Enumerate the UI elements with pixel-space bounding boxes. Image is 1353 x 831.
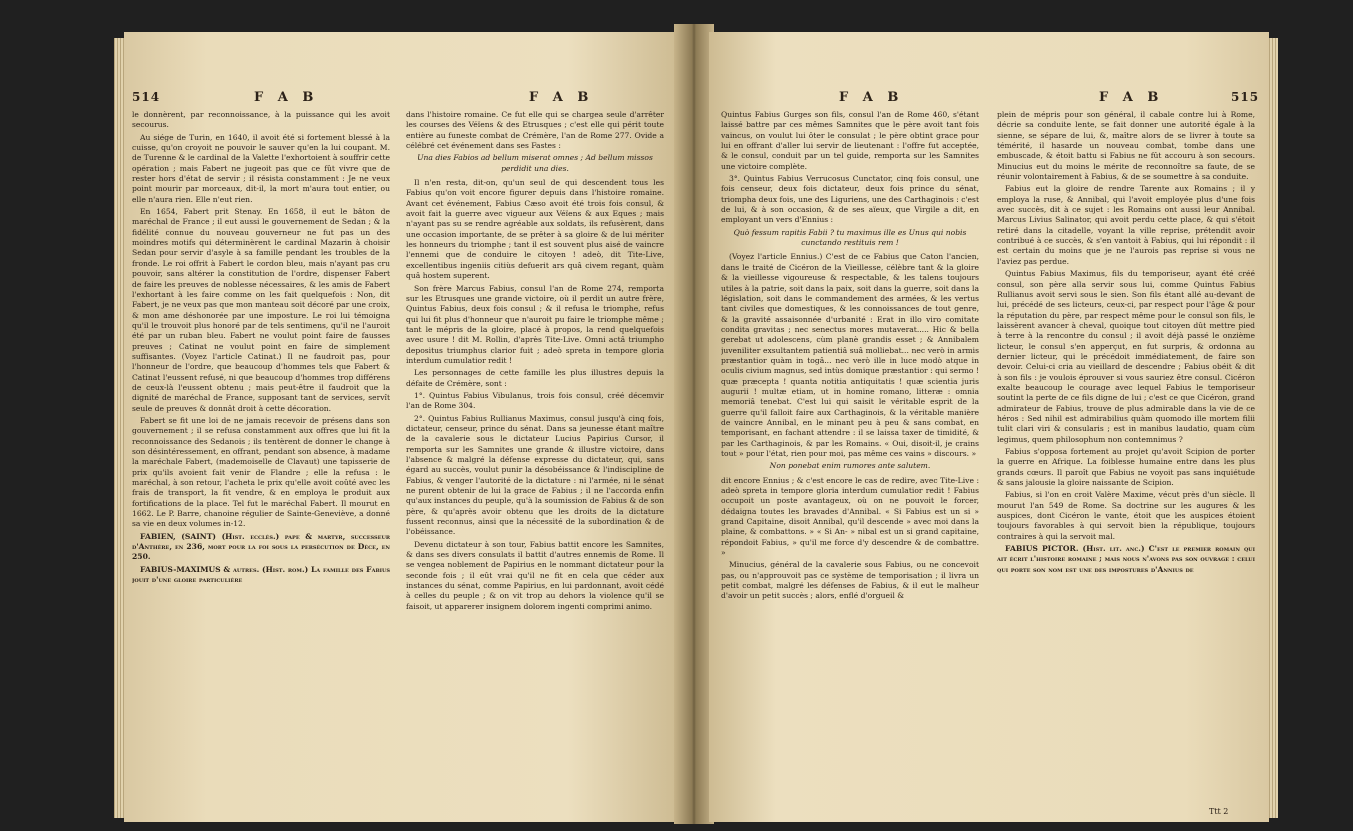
text-column-2: [406, 110, 664, 810]
paragraph: 3°. Quintus Fabius Verrucosus Cunctator, cinq fois consul, une fois censeur, deux fois dictateur, deux fois prince du sénat, triompha deux fois, une des Liguriens, une des Carthaginois : c'est de lui, & à son occasion, & de ses aïeux, que Virgile a dit, en employant un vers d'Ennius :: [721, 174, 979, 225]
paragraph: Fabius, si l'on en croit Valère Maxime, vécut près d'un siècle. Il mourut l'an 549 de Rome. Sa doctrine sur les augures & les auspices, dont Cicéron le vante, étoit que les auspices étoient toujours favorables à qui servoit bien la république, toujours contraires à qui la servoit mal.: [997, 490, 1255, 541]
paragraph: dit encore Ennius ; & c'est encore le cas de redire, avec Tite-Live : adeò spreta in tempore gloria interdum cumulatior redit ! Fabius occupoit un poste avantageux, où on ne pouvoit le forcer, dédaigna toutes les bravades d'Annibal. « Si Fabius est un si » grand Capitaine, disoit Annibal, qu'il descende » avec moi dans la plaine, & combattons. » « Si An- » nibal est un si grand capitaine, répondoit Fabius, » qu'il me force d'y descendre & de combattre. »: [721, 475, 979, 558]
signature-mark: Ttt 2: [1209, 807, 1229, 816]
verse-quote: Quò fessum rapitis Fabii ? tu maximus ille es Unus qui nobis cunctando restituis rem !: [733, 227, 967, 248]
page-number: 515: [1231, 90, 1260, 104]
entry-heading: FABIUS-MAXIMUS & autres. (Hist. rom.) La famille des Fabius jouit d'une gloire particulière: [132, 564, 390, 585]
book-spine: [674, 24, 714, 824]
entry-heading: FABIUS PICTOR. (Hist. lit. anc.) C'est le premier romain qui ait écrit l'histoire romaine ; mais nous n'avons pas son ouvrage : celui qui porte son nom est une des impostures d'Annius de: [997, 544, 1255, 574]
paragraph: Quintus Fabius Maximus, fils du temporiseur, ayant été créé consul, son père alla servir sous lui, comme Quintus Fabius Rullianus avoit servi sous le sien. Son fils étant allé au-devant de lui, précédé de ses licteurs, ceux-ci, par respect pour l'âge & pour la réputation du père, par respect même pour le consul son fils, le laissèrent avancer à cheval, quoique tout citoyen dût mettre pied à terre à la rencontre du consul ; il avoit déjà passé le onzième licteur, le consul s'en apperçut, en fut surpris, & ordonna au dernier licteur, qui le précédoit immédiatement, de faire son devoir. Celui-ci cria au vieillard de descendre ; Fabius obéit & dit à son fils : je voulois éprouver si vous sauriez être consul. Cicéron exalte beaucoup le courage avec lequel Fabius le temporiseur soutint la perte de ce fils digne de lui ; c'est ce que Cicéron, grand admirateur de Fabius, trouve de plus admirable dans la vie de ce héros : Sed nihil est admirabilius quàm quomodo ille mortem filii tulit clari viri & consularis ; est in manibus laudatio, quam cùm legimus, quem philosophum non contemnimus ?: [997, 269, 1255, 444]
paragraph: plein de mépris pour son général, il cabale contre lui à Rome, décrie sa conduite lente, se fait donner une autorité égale à la sienne, se sépare de lui, &, maître alors de se livrer à toute sa témérité, il hasarde un nouveau combat, tombe dans une embuscade, & étoit battu si Fabius ne fût accouru à son secours. Minucius eut du moins le mérite de reconnoître sa faute, de se réunir volontairement à Fabius, & de se soumettre à sa conduite.: [997, 110, 1255, 182]
paragraph: 2°. Quintus Fabius Rullianus Maximus, consul jusqu'à cinq fois, dictateur, censeur, prince du sénat. Dans sa jeunesse étant maître de la cavalerie sous le dictateur Lucius Papirius Cursor, il remporta sur les Samnites une grande & illustre victoire, dans l'absence & malgré la défense expresse du dictateur, qui, sans égard au succès, voulut punir la désobéissance & l'indiscipline de Fabius, & venger l'autorité de la dictature : ni l'armée, ni le sénat ne purent obtenir de lui la grace de Fabius ; il ne l'accorda enfin qu'aux instances du peuple, qu'à la soumission de Fabius & de son père, & qu'après avoir obtenu que les droits de la dictature fussent reconnus, ainsi que la nécessité de la subordination & de l'obéissance.: [406, 413, 664, 537]
paragraph: Fabert se fit une loi de ne jamais recevoir de présens dans son gouvernement ; il se refusa constamment aux offres que lui fit la reconnoissance des Sedanois ; ils tentèrent de donner le change à son désintéressement, en offrant, pendant son absence, à madame la maréchale Fabert, (mademoiselle de Clavaut) une tapisserie de prix qu'ils avoient fait venir de Flandre ; elle la refusa : le maréchal, à son retour, l'acheta le prix qu'elle avoit coûté avec les frais de transport, la fit vendre, & en employa le produit aux fortifications de la place. Tel fut le maréchal Fabert. Il mourut en 1662. Le P. Barre, chanoine régulier de Sainte-Geneviève, a donné sa vie en deux volumes in-12.: [132, 415, 390, 529]
book-spread: [14, 14, 1339, 824]
running-header: F A B: [254, 90, 319, 105]
paragraph: Au siége de Turin, en 1640, il avoit été si fortement blessé à la cuisse, qu'on croyoit ne pouvoir le sauver qu'en la lui coupant. M. de Turenne & le cardinal de la Valette l'exhortoient à souffrir cette opération ; mais Fabert ne jugeoit pas que ce fût vivre que de rester hors d'état de servir ; il résista constamment : Je ne veux point mourir par morceaux, dit-il, la mort m'aura tout entier, ou elle n'aura rien. Elle n'eut rien.: [132, 132, 390, 204]
left-page: [124, 32, 679, 822]
paragraph: Quintus Fabius Gurges son fils, consul l'an de Rome 460, s'étant laissé battre par ces mêmes Samnites que le père avoit tant fois vaincus, on voulut lui ôter le consulat ; le père obtint grace pour lui en offrant d'aller lui servir de lieutenant : l'offre fut acceptée, & le consul, conduit par un tel guide, remporta sur les Samnites une victoire complète.: [721, 110, 979, 171]
verse-quote: Non ponebat enim rumores ante salutem.: [769, 461, 931, 471]
page-number: 514: [132, 90, 161, 104]
paragraph: (Voyez l'article Ennius.) C'est de ce Fabius que Caton l'ancien, dans le traité de Cicéron de la Vieillesse, célèbre tant & la gloire & la vieillesse vigoureuse & respectable, & les talens toujours utiles à la patrie, soit dans la paix, soit dans la guerre, soit dans la législation, soit dans le commandement des armées, & les vertus tant civiles que domestiques, & les connoissances de tout genre, & la gravité assaisonnée d'urbanité : Erat in illo viro comitate condita gravitas ; nec senectus mores mutaverat..... Hic & bella gerebat ut adolescens, cùm planè grandis esset ; & Annibalem juveniliter exsultantem patientiâ suâ molliebat... nec verò in armis præstantior quàm in togâ... nec verò ille in luce modò atque in oculis civium magnus, sed intùs domique præstantior : qui sermo ! quæ præcepta ! quanta notitia antiquitatis ! quæ scientia juris augurii ! multæ etiam, ut in homine romano, litteræ : omnia memoriâ tenebat. C'est lui qui saisit le véritable esprit de la guerre qu'il falloit faire aux Carthaginois, & la véritable manière de vaincre Annibal, en le minant peu à peu & sans combat, en temporisant, en fachant attendre : il se laissa taxer de timidité, & par les Carthaginois, & par les Romains. « Oui, disoit-il, je crains tout » pour l'état, rien pour moi, pas même ces vains » discours. »: [721, 252, 979, 458]
text-column-2: [997, 110, 1255, 810]
paragraph: Minucius, général de la cavalerie sous Fabius, ou ne concevoit pas, ou n'approuvoit pas ce système de temporisation ; il livra un petit combat, malgré les défenses de Fabius, & il eut le malheur d'avoir un petit succès ; alors, enflé d'orgueil &: [721, 560, 979, 601]
right-page: [709, 32, 1269, 822]
paragraph: Devenu dictateur à son tour, Fabius battit encore les Samnites, & dans ses divers consulats il battit d'autres ennemis de Rome. Il se vengea noblement de Papirius en le nommant dictateur pour la seconde fois ; il eût vrai qu'il ne fit en cela que céder aux instances du sénat, comme Papirius, en lui pardonnant, avoit cédé à celles du peuple ; & on vit trop au dehors la violence qu'il se faisoit, ut apparerer insignem dolorem ingenti comprimi animo.: [406, 539, 664, 611]
paragraph: Fabius eut la gloire de rendre Tarente aux Romains ; il y employa la ruse, & Annibal, qui l'avoit employée plus d'une fois avec succès, dit à ce sujet : les Romains ont aussi leur Annibal. Marcus Livius Salinator, qui avoit perdu cette place, & qui s'étoit retiré dans la citadelle, voyant la ville reprise, prétendit avoir contribué à ce succès, & s'en vantoit à Fabius, qui lui répondit : il est certain du moins que je ne l'aurois pas reprise si vous ne l'aviez pas perdue.: [997, 184, 1255, 266]
running-header: F A B: [529, 90, 594, 105]
paragraph: le donnèrent, par reconnoissance, à la puissance qui les avoit secourus.: [132, 110, 390, 130]
paragraph: 1°. Quintus Fabius Vibulanus, trois fois consul, créé décemvir l'an de Rome 304.: [406, 390, 664, 411]
paragraph: Il n'en resta, dit-on, qu'un seul de qui descendent tous les Fabius qu'on voit encore figurer depuis dans l'histoire romaine. Avant cet événement, Fabius Cæso avoit été trois fois consul, & avoit fait la guerre avec vigueur aux Véïens & aux Eques ; mais n'ayant pas su se rendre agréable aux soldats, ils refusèrent, dans une occasion importante, de se prêter à sa gloire & de lui mériter les honneurs du triomphe ; tant il est souvent plus aisé de vaincre l'ennemi que de conduire le citoyen ! adeò, dit Tite-Live, excellentibus ingeniis citiùs defuerit ars quâ civem regant, quàm quâ hostem superent.: [406, 178, 664, 281]
paragraph: dans l'histoire romaine. Ce fut elle qui se chargea seule d'arrêter les courses des Véïens & des Etrusques ; c'est elle qui périt toute entière au funeste combat de Crémère, l'an de Rome 277. Ovide a célébré cet événement dans ses Fastes :: [406, 110, 664, 151]
verse-quote: Una dies Fabios ad bellum miserat omnes ; Ad bellum missos perdidit una dies.: [417, 153, 653, 173]
paragraph: En 1654, Fabert prit Stenay. En 1658, il eut le bâton de maréchal de France ; il eut aussi le gouvernement de Sedan ; & la fidélité connue du nouveau gouverneur ne fut pas un des moindres motifs qui déterminèrent le cardinal Mazarin à choisir Sedan pour servir d'asyle à sa famille pendant les troubles de la fronde. Le roi offrit à Fabert le cordon bleu, mais n'ayant pas cru pouvoir, sans altérer la constitution de l'ordre, dispenser Fabert de faire les preuves de noblesse nécessaires, & les amis de Fabert l'exhortant à les faire comme on les fait quelquefois : Non, dit Fabert, je ne veux pas que mon manteau soit décoré par une croix, & mon ame déshonorée par une imposture. Le roi lui témoigna qu'il le trouvoit plus honoré par de tels sentimens, qu'il ne l'auroit été par un ruban bleu. Fabert ne voulut point faire de fausses preuves ; Catinat ne voulut point en faire de simplement suffisantes. (Voyez l'article Catinat.) Il ne faudroit pas, pour l'honneur de l'ordre, que beaucoup d'hommes tels que Fabert & Catinat l'eussent refusé, ni que beaucoup d'hommes trop différens de ceux-là l'eussent obtenu ; mais peut-être il faudroit que la dignité de maréchal de France, supposant tant de services, servît seule de preuves & donnât droit à cette décoration.: [132, 207, 390, 413]
paragraph: Son frère Marcus Fabius, consul l'an de Rome 274, remporta sur les Etrusques une grande victoire, où il perdit un autre frère, Quintus Fabius, deux fois consul ; & il refusa le triomphe, refus qui lui fit plus d'honneur que n'auroit pu faire le triomphe même ; tant le mépris de la gloire, placé à propos, la rend quelquefois avec usure ! dit M. Rollin, d'après Tite-Live. Omni actâ triumpho depositus triumphus clarior fuit ; adeò spreta in tempore gloria interdum cumulatior redit !: [406, 283, 664, 365]
running-header: F A B: [839, 90, 904, 105]
paragraph: Fabius s'opposa fortement au projet qu'avoit Scipion de porter la guerre en Afrique. La foiblesse humaine entre dans les plus grands cœurs. Il paroît que Fabius ne voyoit pas sans inquiétude & sans jalousie la gloire naissante de Scipion.: [997, 447, 1255, 488]
text-column-1: [132, 110, 390, 810]
running-header: F A B: [1099, 90, 1164, 105]
text-column-1: [721, 110, 979, 810]
paragraph: Les personnages de cette famille les plus illustres depuis la défaite de Crémère, sont :: [406, 368, 664, 388]
entry-heading: FABIEN, (SAINT) (Hist. ecclés.) pape & martyr, successeur d'Anthère, en 236, mort pour la foi sous la persécution de Dèce, en 250.: [132, 531, 390, 562]
